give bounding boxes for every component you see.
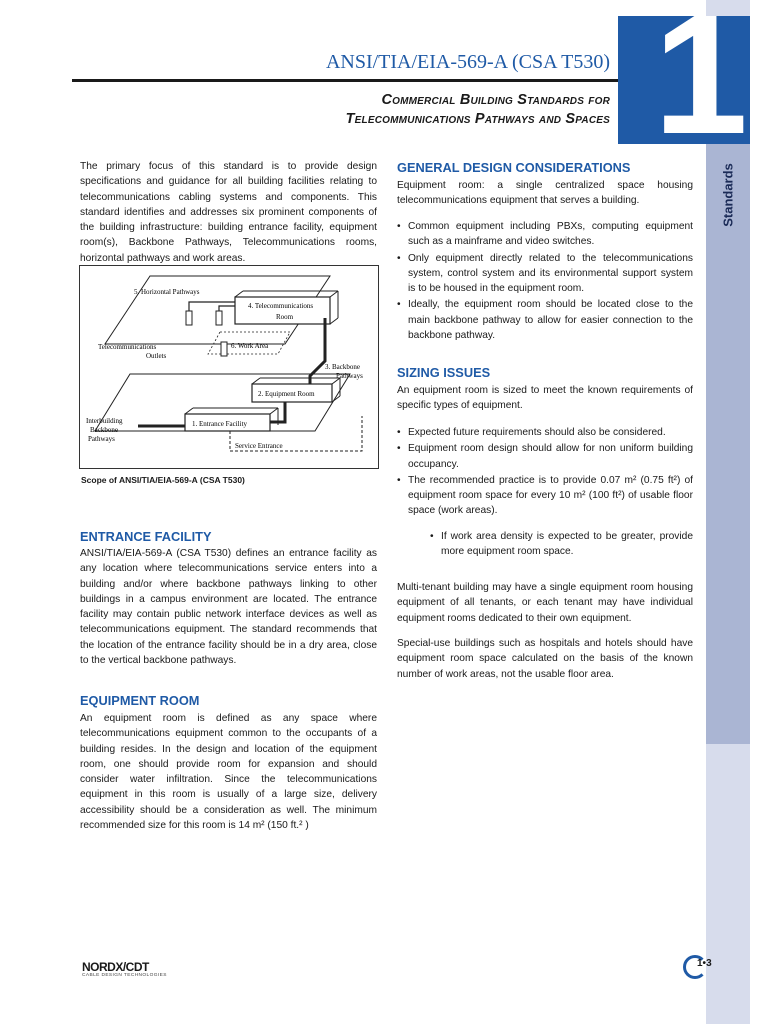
equipment-heading: EQUIPMENT ROOM bbox=[80, 693, 200, 708]
list-item: • Expected future requirements should also be considered. bbox=[397, 425, 693, 440]
chapter-number: 1 bbox=[653, 0, 748, 170]
general-intro: Equipment room: a single centralized space housing telecommunications equipment that serves a building. bbox=[397, 180, 693, 207]
list-item: • Equipment room design should allow for non uniform building occupancy. bbox=[397, 441, 693, 472]
sizing-list bbox=[397, 425, 693, 520]
label-interbuilding-1: Interbuilding bbox=[86, 417, 123, 425]
intro-paragraph: The primary focus of this standard is to provide design specifications and guidance for all building facilities relating to telecommunications cabling systems and components. This standard identifies and addresses six prominent components of the building infrastructure: building entrance facility, equipment room(s), Backbone Pathways, Telecommunications rooms, horizontal pathways and work areas. bbox=[80, 161, 377, 264]
scope-diagram bbox=[79, 265, 379, 469]
subtitle-line-2: Telecommunications Pathways and Spaces bbox=[345, 111, 610, 127]
label-backbone-1: 3. Backbone bbox=[325, 363, 360, 371]
label-interbuilding-2: Backbone bbox=[90, 426, 118, 434]
equipment-paragraph: An equipment room is defined as any space where telecommunications equipment common to the occupants of a building resides. In the design and location of the equipment room, one should provide room for expansion and should consider water infiltration. Since the telecommunications equipment in this room is usually of a large size, delivery accessibility should be a consideration as well. The minimum recommended size for this room is 14 m² (150 ft.² ) bbox=[80, 713, 377, 832]
sizing-paragraph-1: Multi-tenant building may have a single equipment room housing equipment of all tenants, or each tenant may have individual equipment rooms dedicated to their own equipment. bbox=[397, 582, 693, 624]
general-list bbox=[397, 219, 693, 344]
label-outlets-1: Telecommunications bbox=[98, 343, 157, 351]
chapter-tab bbox=[618, 0, 750, 170]
subtitle-line-1: Commercial Building Standards for bbox=[381, 92, 610, 108]
list-item: • The recommended practice is to provide 0.07 m² (0.75 ft²) of equipment room space for every 10 m² (100 ft²) of usable floor space (work areas). bbox=[397, 473, 693, 519]
label-telecom-room-2: Room bbox=[276, 313, 294, 321]
list-item: • Ideally, the equipment room should be located close to the main backbone pathway to allow for easier connection to the backbone pathway. bbox=[397, 297, 693, 343]
logo-wordmark: NORDX/CDT bbox=[82, 960, 149, 974]
diagram-caption: Scope of ANSI/TIA/EIA-569-A (CSA T530) bbox=[81, 475, 245, 485]
list-item: • Only equipment directly related to the telecommunications system, control system and its environmental support system is to be housed in the equipment room. bbox=[397, 251, 693, 297]
general-heading: GENERAL DESIGN CONSIDERATIONS bbox=[397, 160, 631, 175]
label-outlets-2: Outlets bbox=[146, 352, 167, 360]
list-item: • Common equipment including PBXs, computing equipment such as a mainframe and video switches. bbox=[397, 219, 693, 250]
sizing-sub-list bbox=[430, 529, 693, 561]
outlet-icon bbox=[221, 342, 227, 356]
scope-diagram-svg bbox=[80, 266, 378, 468]
outlet-icon bbox=[186, 311, 192, 325]
company-logo bbox=[82, 960, 174, 980]
label-backbone-2: Pathways bbox=[336, 372, 363, 380]
side-tab bbox=[706, 150, 750, 240]
sizing-intro: An equipment room is sized to meet the known requirements of specific types of equipment. bbox=[397, 385, 693, 412]
header-rule bbox=[72, 79, 618, 82]
list-item: • If work area density is expected to be greater, provide more equipment room space. bbox=[430, 529, 693, 560]
page-number-badge bbox=[683, 953, 713, 981]
sizing-paragraph-2: Special-use buildings such as hospitals and hotels should have equipment room space calculated on the basis of the known number of work areas, not the usable floor area. bbox=[397, 638, 693, 680]
outlet-icon bbox=[216, 311, 222, 325]
entrance-paragraph: ANSI/TIA/EIA-569-A (CSA T530) defines an entrance facility as any location where telecommunications service enters into a building and/or where backbone pathways linking to other buildings in a campus environment are located. The entrance facility may contain public network interface devices as well as telecommunications equipment. The standard recommends that the location of the entrance facility should be in a dry area, close to the vertical backbone pathways. bbox=[80, 548, 377, 667]
label-work-area: 6. Work Area bbox=[231, 342, 269, 350]
backbone-pathway bbox=[310, 318, 325, 391]
side-tab-label: Standards bbox=[720, 163, 736, 227]
label-interbuilding-3: Pathways bbox=[88, 435, 115, 443]
label-entrance-facility: 1. Entrance Facility bbox=[192, 420, 248, 428]
label-service-entrance: Service Entrance bbox=[235, 442, 283, 450]
page-number: 1•3 bbox=[697, 958, 712, 969]
label-horizontal-pathways: 5. Horizontal Pathways bbox=[134, 288, 200, 296]
label-equipment-room: 2. Equipment Room bbox=[258, 390, 315, 398]
page-title: ANSI/TIA/EIA-569-A (CSA T530) bbox=[325, 51, 610, 73]
logo-tagline: CABLE DESIGN TECHNOLOGIES bbox=[82, 973, 167, 978]
sizing-heading: SIZING ISSUES bbox=[397, 365, 491, 380]
label-telecom-room-1: 4. Telecommunications bbox=[248, 302, 314, 310]
entrance-heading: ENTRANCE FACILITY bbox=[80, 529, 212, 544]
